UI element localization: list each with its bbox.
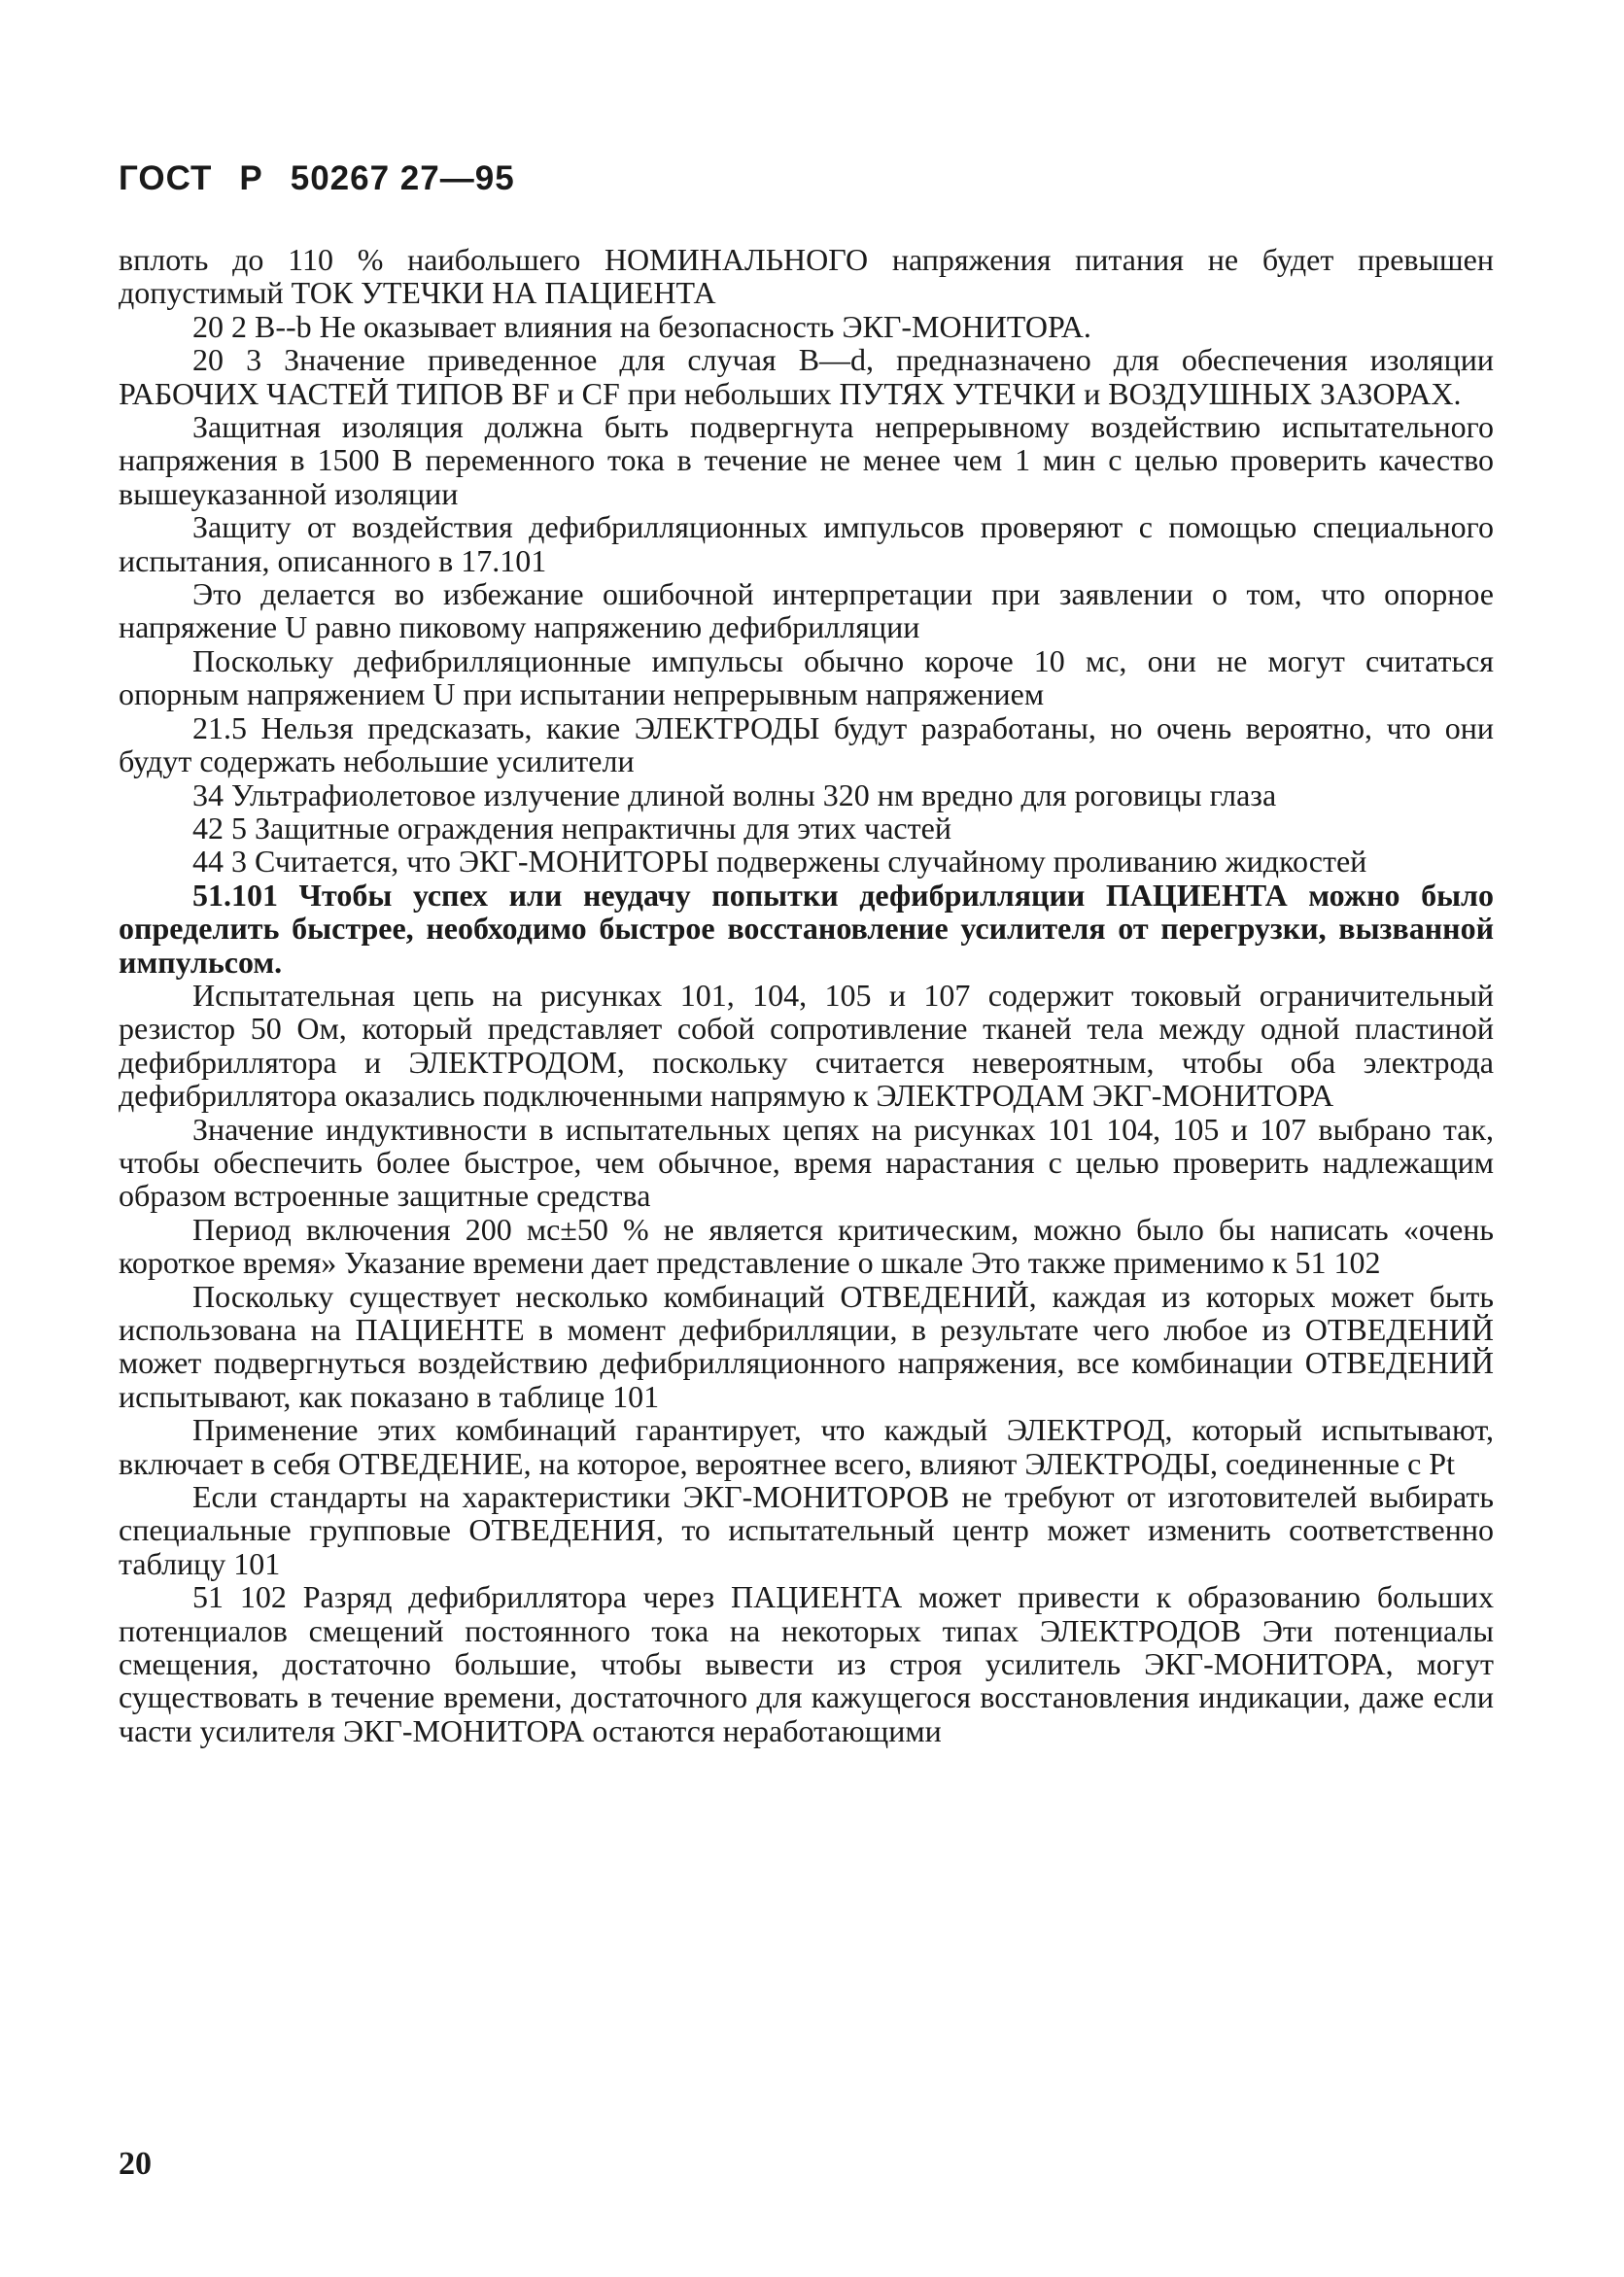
paragraph: Поскольку дефибрилляционные импульсы обычно короче 10 мс, они не могут считаться опорным напряжением U при испытании непрерывным напряжением — [119, 642, 1494, 712]
paragraph: Защиту от воздействия дефибрилляционных импульсов проверяют с помощью специального испытания, описанного в 17.101 — [119, 509, 1494, 578]
paragraph: 21.5 Нельзя предсказать, какие ЭЛЕКТРОДЫ будут разработаны, но очень вероятно, что они будут содержать небольшие усилители — [119, 709, 1494, 779]
paragraph: вплоть до 110 % наибольшего НОМИНАЛЬНОГО напряжения питания не будет превышен допустимый ТОК УТЕЧКИ НА ПАЦИЕНТА — [119, 242, 1494, 311]
paragraph: Защитная изоляция должна быть подвергнута непрерывному воздействию испытательного напряжения в 1500 В переменного тока в течение не менее чем 1 мин с целью проверить качество вышеуказанной изоляции — [119, 409, 1494, 511]
standard-type: Р — [239, 159, 263, 197]
paragraph: 20 2 В--b Не оказывает влияния на безопасность ЭКГ-МОНИТОРА. — [192, 308, 1091, 344]
paragraph: Период включения 200 мс±50 % не является критическим, можно было бы написать «очень короткое время» Указание времени дает представление о шкале Это также применимо к 51 102 — [119, 1211, 1494, 1281]
paragraph: 44 3 Считается, что ЭКГ-МОНИТОРЫ подвержены случайному проливанию жидкостей — [192, 844, 1367, 880]
paragraph: 51.101 Чтобы успех или неудачу попытки дефибрилляции ПАЦИЕНТА можно было определить быстрее, необходимо быстрое восстановление усилителя от перегрузки, вызванной импульсом. — [119, 877, 1494, 980]
body-text — [119, 243, 1494, 1747]
paragraph: 34 Ультрафиолетовое излучение длиной волны 320 нм вредно для роговицы глаза — [192, 776, 1277, 812]
page-number: 20 — [119, 2146, 152, 2182]
standard-prefix: ГОСТ — [119, 159, 213, 197]
paragraph: 51 102 Разряд дефибриллятора через ПАЦИЕНТА может привести к образованию больших потенциалов смещений постоянного тока на некоторых типах ЭЛЕКТРОДОВ Эти потенциалы смещения, достаточно большие, чтобы вывести из строя усилитель ЭКГ-МОНИТОРА, могут существовать в течение времени, достаточного для кажущегося восстановления индикации, даже если части усилителя ЭКГ-МОНИТОРА остаются неработающими — [119, 1579, 1494, 1748]
paragraph: Поскольку существует несколько комбинаций ОТВЕДЕНИЙ, каждая из которых может быть использована на ПАЦИЕНТЕ в момент дефибрилляции, в результате чего любое из ОТВЕДЕНИЙ может подвергнуться воздействию дефибрилляционного напряжения, все комбинации ОТВЕДЕНИЙ испытывают, как показано в таблице 101 — [119, 1278, 1494, 1414]
standard-number: 50267 27—95 — [290, 159, 515, 197]
paragraph: Применение этих комбинаций гарантирует, что каждый ЭЛЕКТРОД, который испытывают, включает в себя ОТВЕДЕНИЕ, на которое, вероятнее всего, влияют ЭЛЕКТРОДЫ, соединенные с Pt — [119, 1412, 1494, 1481]
paragraph: Если стандарты на характеристики ЭКГ-МОНИТОРОВ не требуют от изготовителей выбирать специальные групповые ОТВЕДЕНИЯ, то испытательный центр может изменить соответственно таблицу 101 — [119, 1479, 1494, 1581]
paragraph: Испытательная цепь на рисунках 101, 104, 105 и 107 содержит токовый ограничительный резистор 50 Ом, который представляет собой сопротивление тканей тела между одной пластиной дефибриллятора и ЭЛЕКТРОДОМ, поскольку считается невероятным, чтобы оба электрода дефибриллятора оказались подключенными напрямую к ЭЛЕКТРОДАМ ЭКГ-МОНИТОРА — [119, 977, 1494, 1114]
paragraph: 42 5 Защитные ограждения непрактичны для этих частей — [192, 810, 951, 845]
standard-header — [119, 159, 515, 198]
paragraph: Это делается во избежание ошибочной интерпретации при заявлении о том, что опорное напряжение U равно пиковому напряжению дефибрилляции — [119, 576, 1494, 645]
paragraph: 20 3 Значение приведенное для случая В—d, предназначено для обеспечения изоляции РАБОЧИХ ЧАСТЕЙ ТИПОВ BF и CF при небольших ПУТЯХ УТЕЧКИ и ВОЗДУШНЫХ ЗАЗОРАХ. — [119, 342, 1494, 411]
paragraph: Значение индуктивности в испытательных цепях на рисунках 101 104, 105 и 107 выбрано так, чтобы обеспечить более быстрое, чем обычное, время нарастания с целью проверить надлежащим образом встроенные защитные средства — [119, 1111, 1494, 1214]
